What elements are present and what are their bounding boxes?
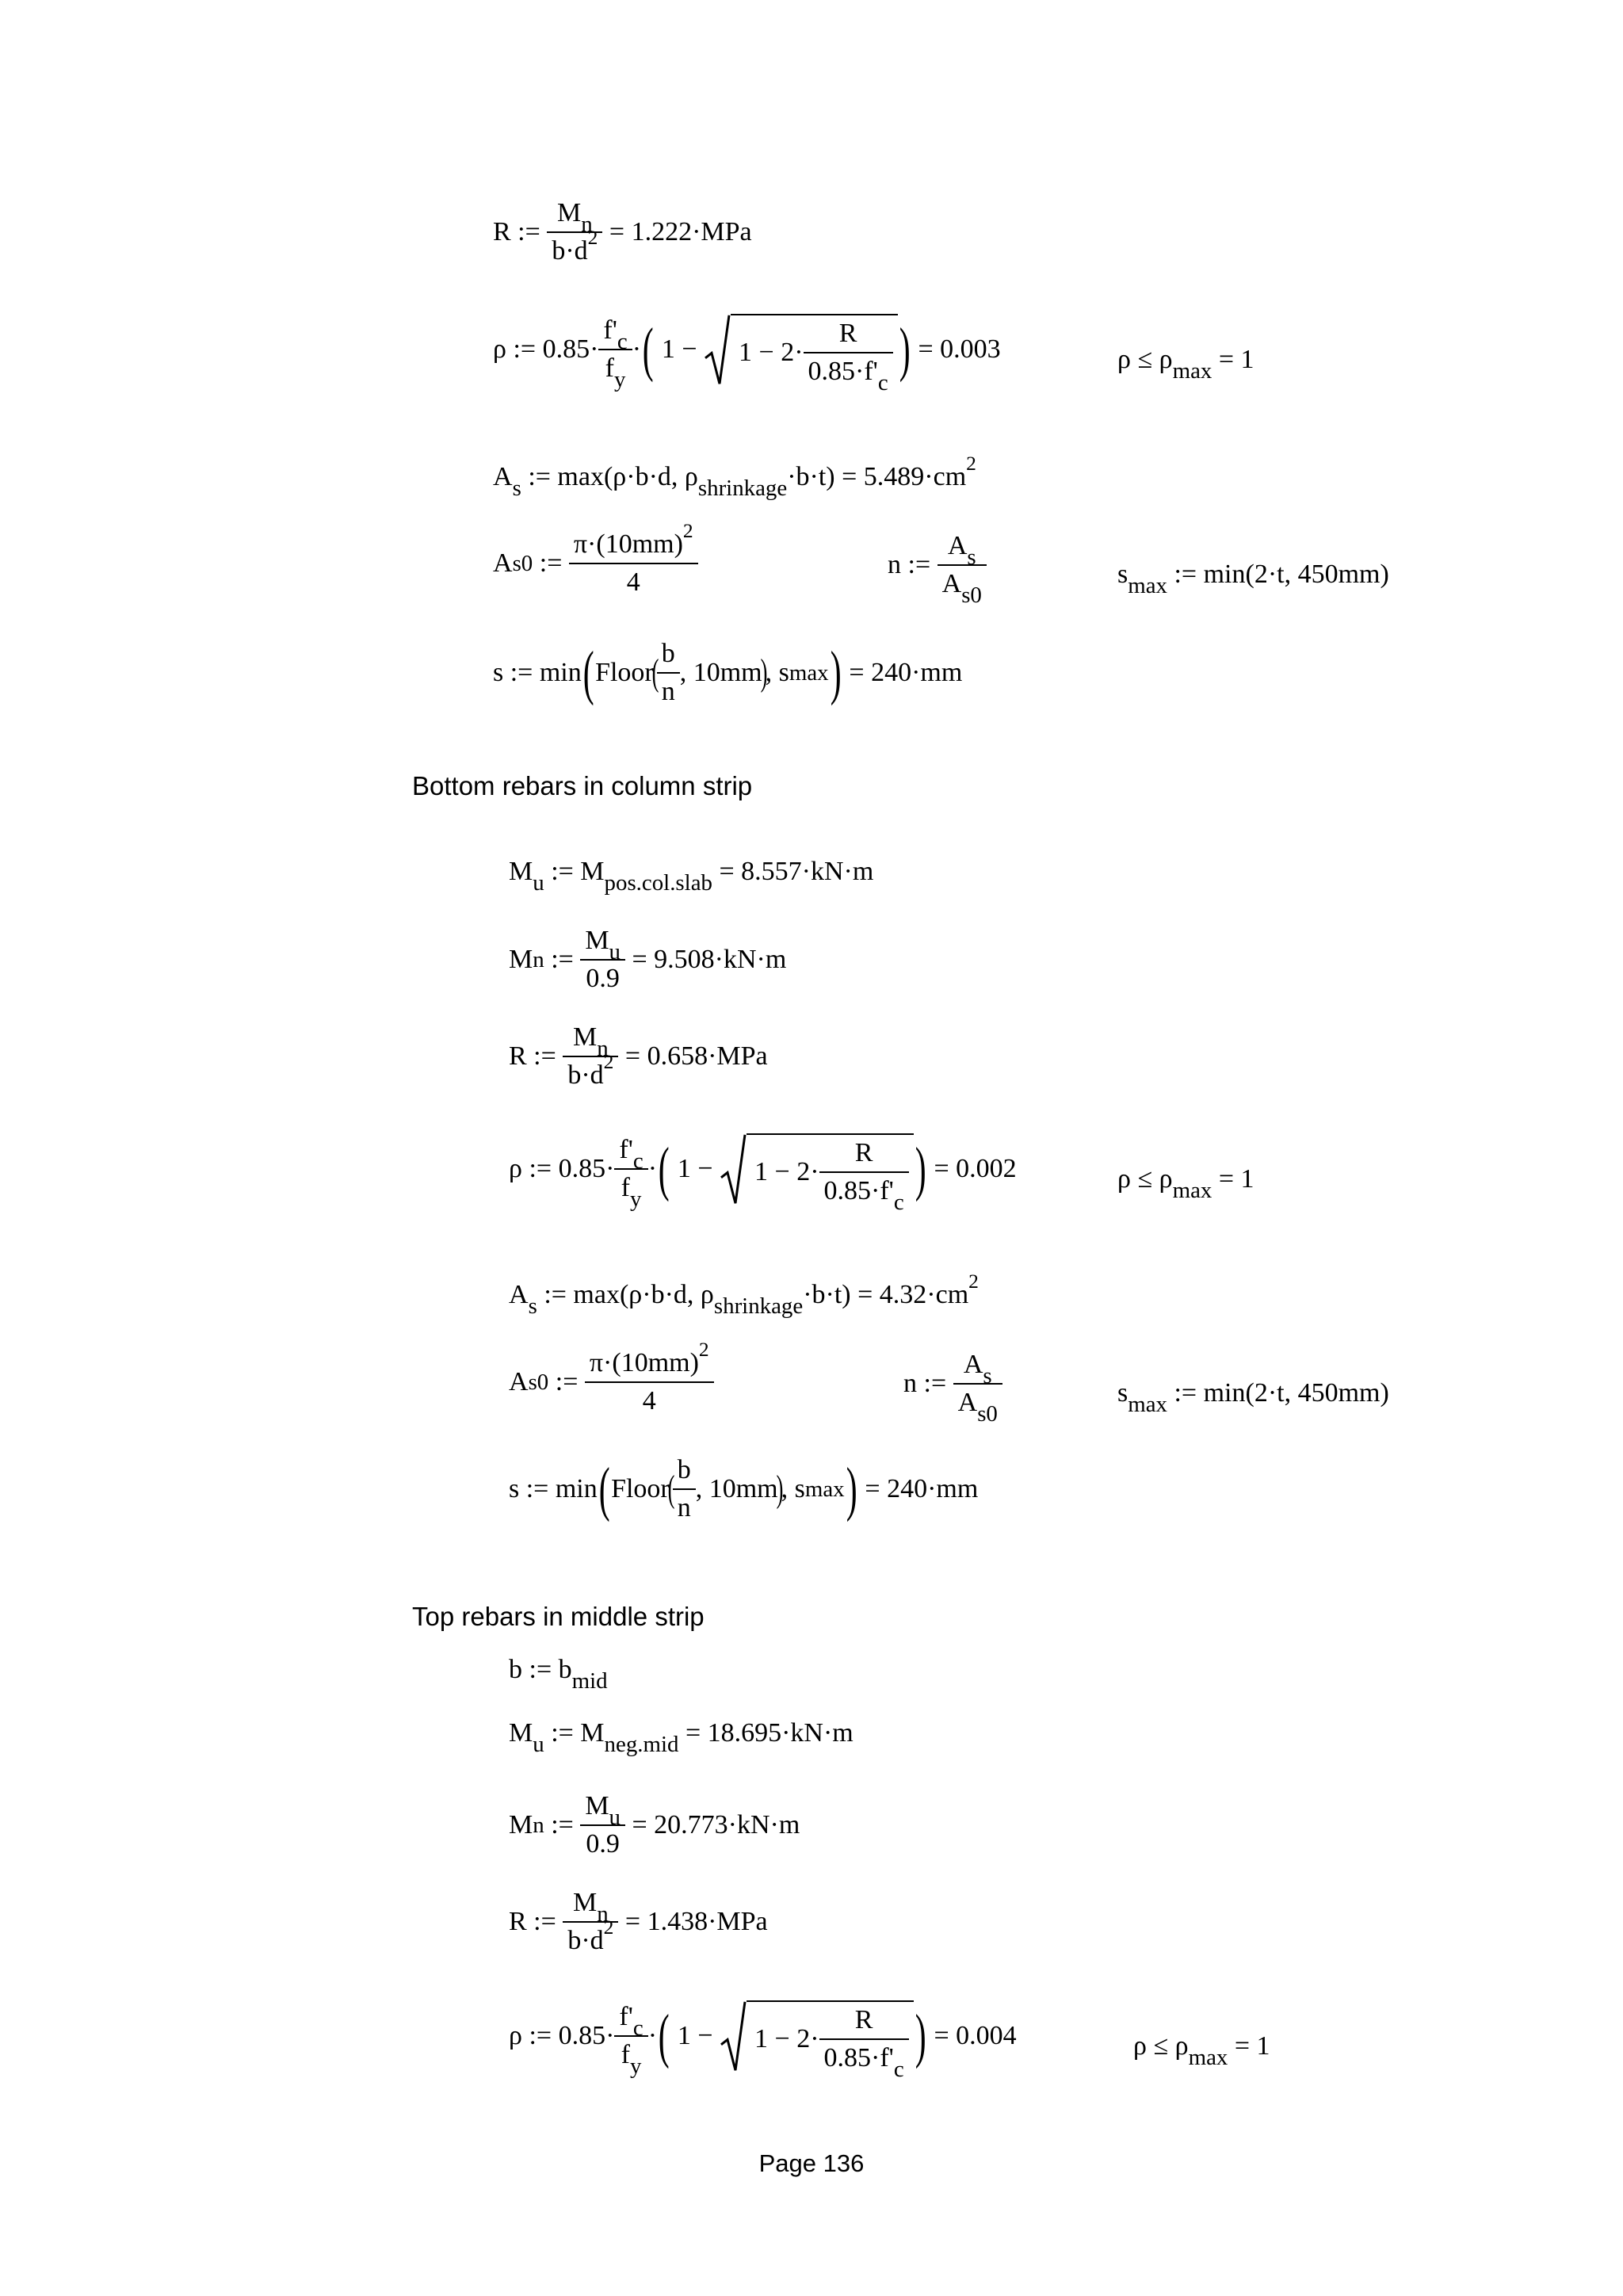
s1-R-fraction: $\frac{M_n}{b\cdot d^2}$ bbox=[547, 200, 602, 265]
s1-s-result: = 240·mm bbox=[849, 658, 963, 687]
s2-As0-equation: A s0 := $\frac{\pi\cdot(10mm)^2}{4}$ bbox=[509, 1350, 714, 1415]
s1-rho-result: = 0.003 bbox=[918, 334, 1001, 364]
s3-Mu-equation: $M_u$ := $M_{neg.mid} = 18.695\cdot kN\cdot m$ bbox=[509, 1718, 854, 1757]
s1-rho-lhs: ρ := bbox=[493, 334, 537, 364]
s1-rho-check: $\rho \le \rho_{max} = 1$ bbox=[1117, 345, 1254, 384]
s3-rho-equation: ρ := 0.85· $\frac{f'_c}{f_y}$ · ( 1 − 1 − 2· $\frac{R}{0.85\cdot f'_c}$ ) = 0.004 bbox=[509, 2002, 1017, 2082]
s1-R-equation bbox=[493, 200, 752, 265]
s3-b-equation: b := $b_{mid}$ bbox=[509, 1655, 608, 1694]
s1-smax-equation: $s_{max}$ := min(2·t, 450mm) bbox=[1117, 560, 1389, 598]
s3-Mn-equation: M n := $\frac{M_u}{0.9}$ = 20.773·kN·m bbox=[509, 1791, 800, 1859]
s2-rho-equation: ρ := 0.85· $\frac{f'_c}{f_y}$ · ( 1 − 1 − 2· $\frac{R}{0.85\cdot f'_c}$ ) = 0.002 bbox=[509, 1135, 1017, 1215]
s2-smax-equation: $s_{max}$ := min(2·t, 450mm) bbox=[1117, 1378, 1389, 1417]
s1-rho-fc-fy: $\frac{f'_c}{f_y}$ bbox=[598, 317, 632, 382]
s1-As-result: = 5.489·cm bbox=[842, 462, 967, 492]
s1-As0-equation: A s0 := $\frac{\pi\cdot(10mm)^2}{4}$ bbox=[493, 531, 698, 596]
s1-R-lhs: R := bbox=[493, 217, 540, 247]
page-number: Page 136 bbox=[758, 2149, 865, 2177]
s1-rho-equation: ρ := 0.85· $\frac{f'_c}{f_y}$ · ( 1 − 1 − 2· $\frac{R}{0.85\cdot f'_c}$ ) = 0.003 bbox=[493, 315, 1001, 395]
s1-sqrt: 1 − 2· $\frac{R}{0.85\cdot f'_c}$ bbox=[704, 314, 898, 385]
heading-top-rebars: Top rebars in middle strip bbox=[412, 1602, 705, 1631]
s3-R-equation: R := $\frac{M_n}{b\cdot d^2}$ = 1.438·MPa bbox=[509, 1888, 768, 1956]
s2-R-equation: R := $\frac{M_n}{b\cdot d^2}$ = 0.658·MPa bbox=[509, 1022, 768, 1091]
s2-n-equation: n := $\frac{A_s}{A_{s0}}$ bbox=[903, 1351, 1002, 1416]
s1-R-result: = 1.222·MPa bbox=[609, 217, 752, 247]
s1-As-equation: $A_s$ := max(ρ·b·d, $\rho_{shrinkage}\cdot b\cdot t) = 5.489\cdot cm^2$ bbox=[493, 452, 976, 502]
s2-s-equation: s := min ( Floor ( $\frac{b}{n}$ , 10mm ) , s max ) = 240·mm bbox=[509, 1455, 979, 1522]
s2-Mu-equation: $M_u$ := $M_{pos.col.slab} = 8.557\cdot kN\cdot m$ bbox=[509, 857, 874, 896]
s1-s-equation: s := min ( Floor ( $\frac{b}{n}$ , 10mm ) , s max ) = 240·mm bbox=[493, 639, 963, 706]
s2-As-equation: $A_s$ := max(ρ·b·d, $\rho_{shrinkage}\cdot b\cdot t) = 4.32\cdot cm^2$ bbox=[509, 1270, 979, 1320]
heading-bottom-rebars: Bottom rebars in column strip bbox=[412, 771, 753, 800]
s2-Mn-equation: M n := $\frac{M_u}{0.9}$ = 9.508·kN·m bbox=[509, 926, 787, 993]
s2-rho-check: $\rho \le \rho_{max} = 1$ bbox=[1117, 1164, 1254, 1203]
s1-n-equation: n := $\frac{A_s}{A_{s0}}$ bbox=[888, 533, 987, 598]
s3-rho-check: $\rho \le \rho_{max} = 1$ bbox=[1133, 2031, 1270, 2070]
